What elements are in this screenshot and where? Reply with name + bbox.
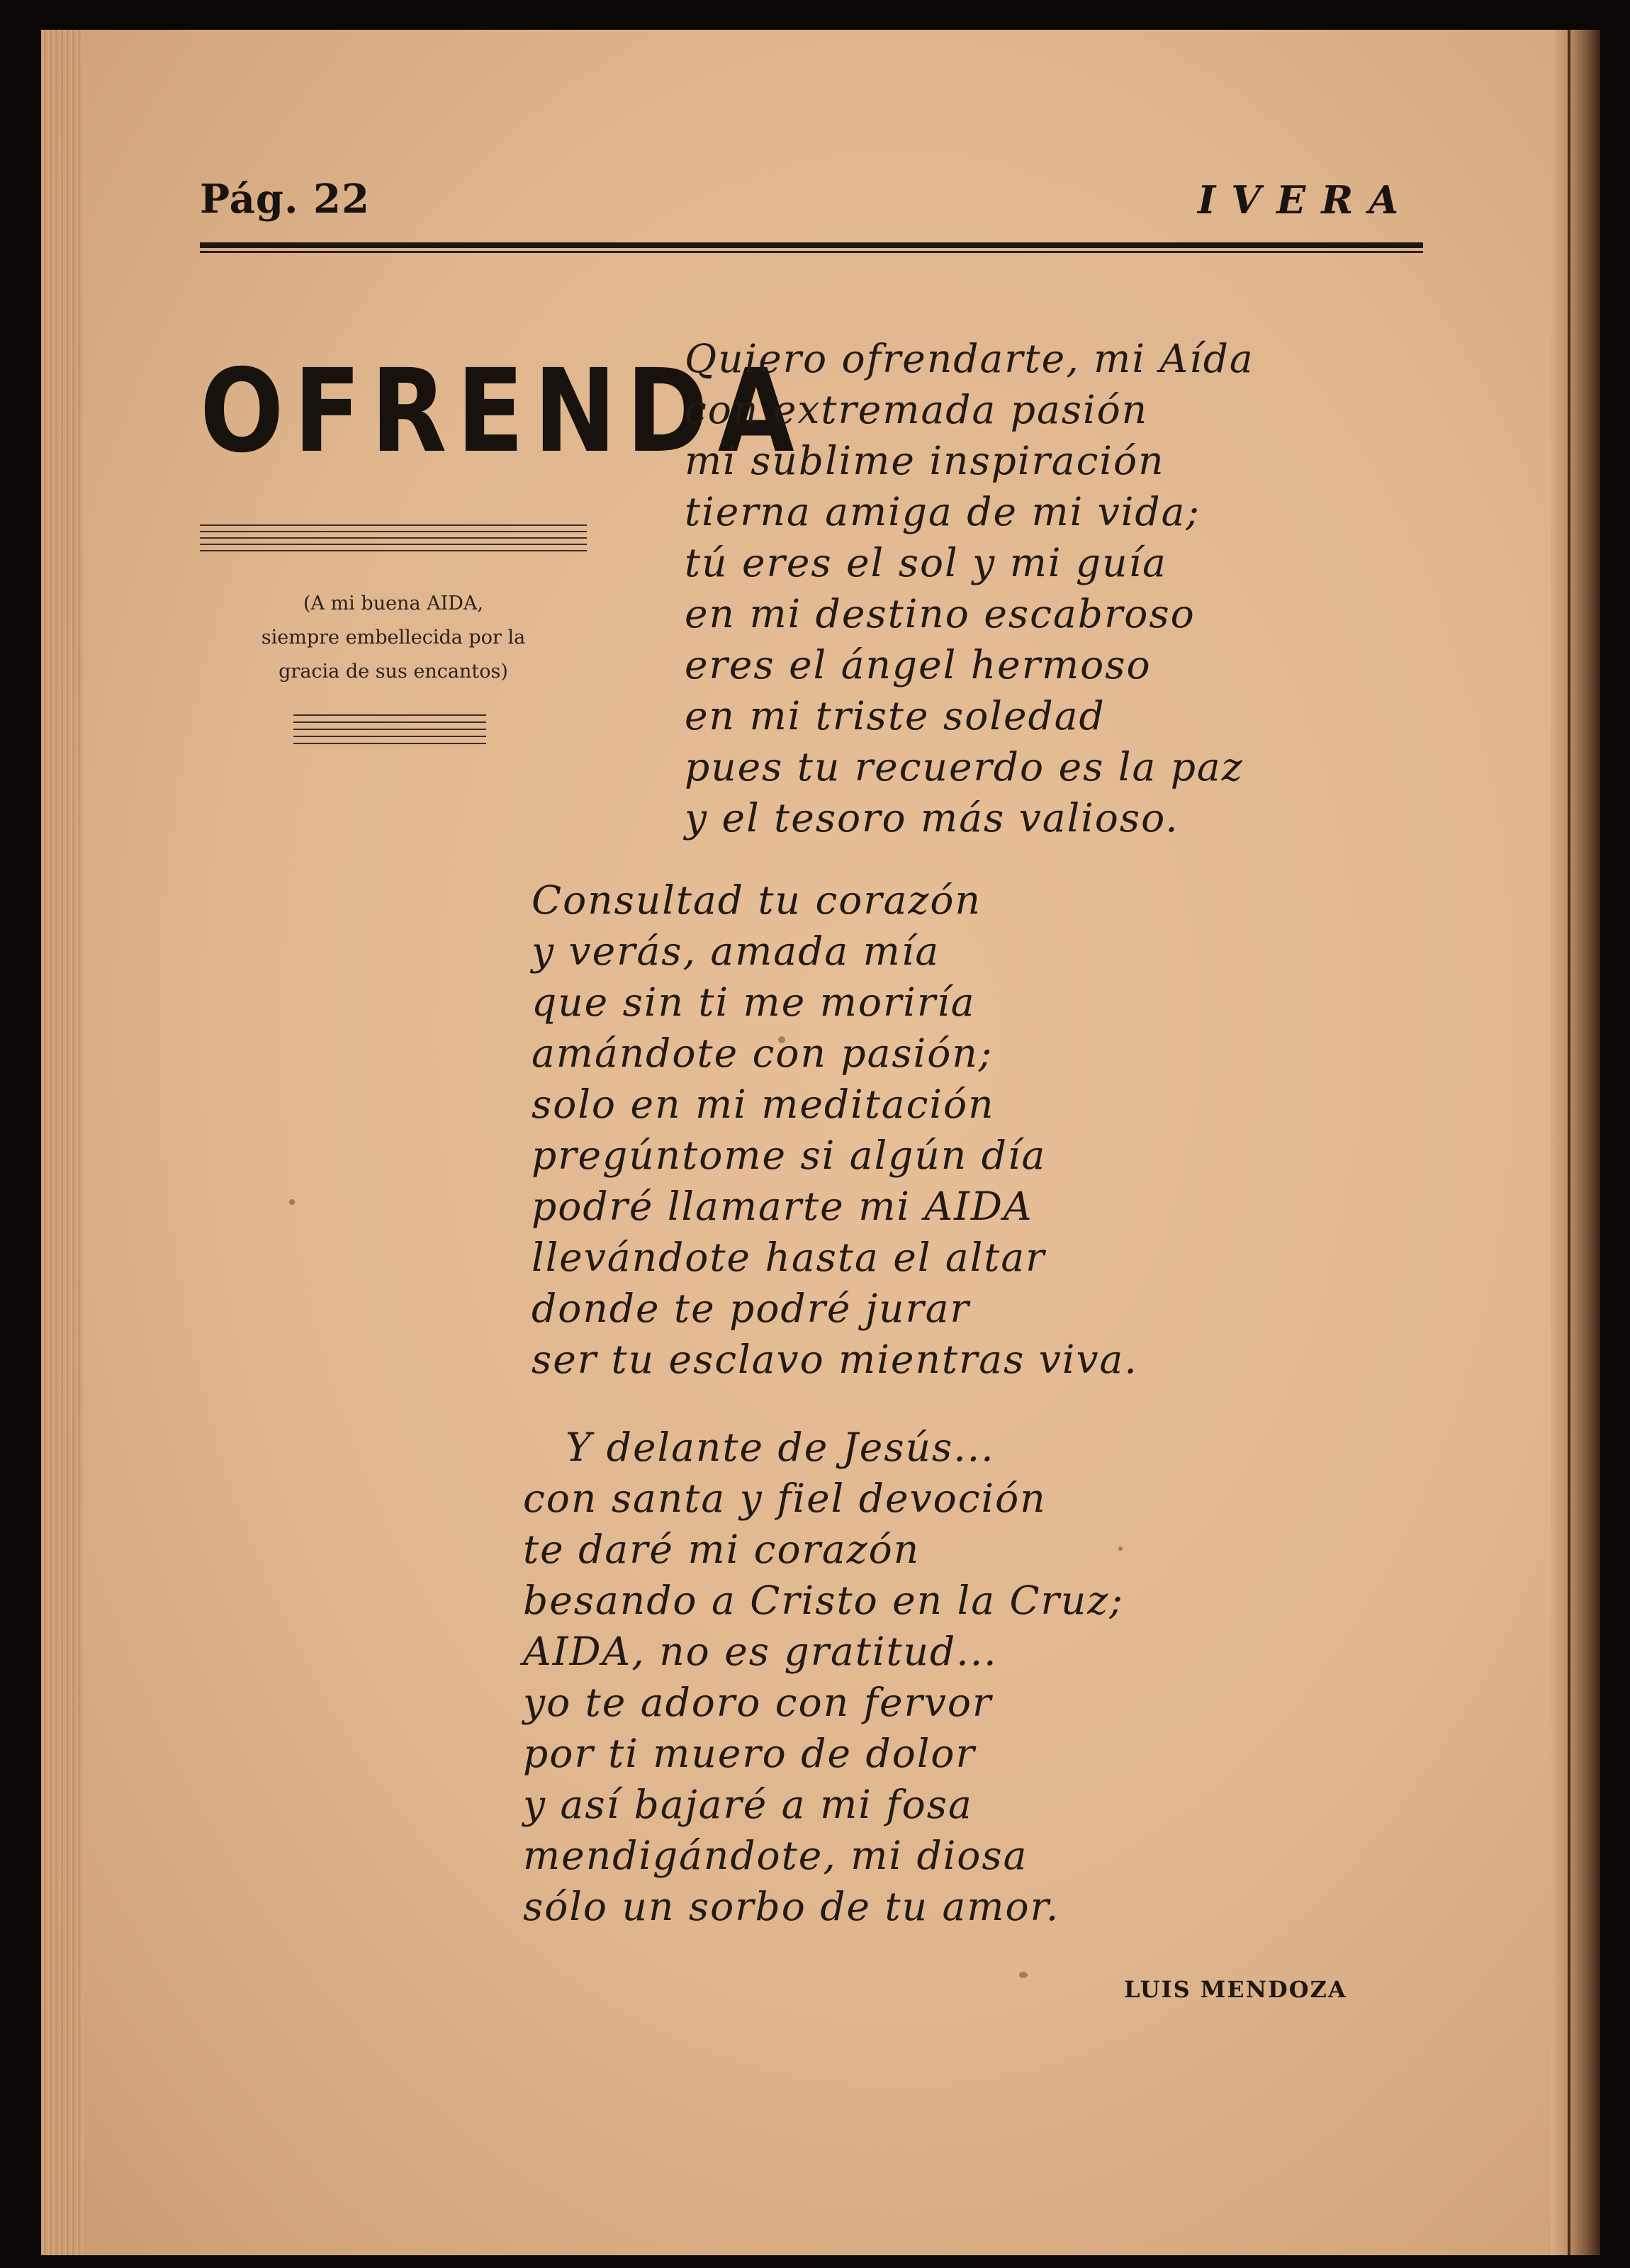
author-signature: LUIS MENDOZA [1124, 1976, 1347, 2003]
title-rules [200, 524, 587, 556]
book-spine [1551, 30, 1600, 2255]
verse-line: ser tu esclavo mientras viva. [532, 1337, 1138, 1382]
verse-line: que sin ti me moriría [532, 979, 976, 1025]
verse-line: y el tesoro más valioso. [685, 795, 1179, 841]
verse-line: solo en mi meditación [532, 1082, 995, 1127]
verse-line: mendigándote, mi diosa [523, 1833, 1028, 1878]
verse-line: llevándote hasta el altar [532, 1235, 1046, 1280]
verse-line: tierna amiga de mi vida; [685, 489, 1201, 534]
verse-line: Quiero ofrendarte, mi Aída [685, 336, 1254, 381]
paper-speck [1019, 1972, 1028, 1978]
verse-line: y así bajaré a mi fosa [523, 1782, 973, 1827]
verse-line: y verás, amada mía [532, 928, 940, 974]
verse-line: podré llamarte mi AIDA [532, 1184, 1033, 1229]
header-rule [200, 242, 1423, 253]
dedication-rules [293, 714, 486, 750]
verse-line: amándote con pasión; [532, 1031, 994, 1076]
verse-line: mi sublime inspiración [685, 438, 1165, 483]
dedication-line: gracia de sus encantos) [279, 661, 508, 683]
publication-name: IVERA [1198, 177, 1415, 223]
stanza-2 [532, 875, 1138, 1385]
verse-line: en mi triste soledad [685, 693, 1106, 739]
verse-line: tú eres el sol y mi guía [685, 540, 1167, 585]
verse-line: Consultad tu corazón [532, 877, 982, 923]
verse-line: te daré mi corazón [523, 1527, 921, 1572]
page-edges [41, 30, 84, 2255]
verse-line: besando a Cristo en la Cruz; [523, 1578, 1124, 1623]
verse-line: sólo un sorbo de tu amor. [523, 1884, 1060, 1929]
stanza-1 [685, 333, 1254, 843]
verse-line: donde te podré jurar [532, 1286, 970, 1331]
paper-speck [289, 1199, 295, 1205]
verse-line: por ti muero de dolor [523, 1731, 976, 1776]
verse-line: eres el ángel hermoso [685, 642, 1152, 687]
verse-line: en mi destino escabroso [685, 591, 1196, 636]
poem-dedication [200, 587, 587, 689]
spine-line [1568, 30, 1570, 2255]
dedication-line: siempre embellecida por la [261, 627, 526, 649]
dedication-line: (A mi buena AIDA, [303, 593, 484, 614]
verse-line: pues tu recuerdo es la paz [685, 744, 1244, 790]
verse-line: con extremada pasión [685, 387, 1149, 432]
verse-line: pregúntome si algún día [532, 1133, 1047, 1178]
poem-title: OFRENDA [200, 345, 804, 478]
stanza-3 [523, 1422, 1124, 1932]
verse-line: AIDA, no es gratitud... [523, 1629, 998, 1674]
verse-line: con santa y fiel devoción [523, 1476, 1047, 1521]
page-number: Pág. 22 [200, 176, 370, 223]
verse-line: Y delante de Jesús... [566, 1425, 995, 1470]
verse-line: yo te adoro con fervor [523, 1680, 993, 1725]
